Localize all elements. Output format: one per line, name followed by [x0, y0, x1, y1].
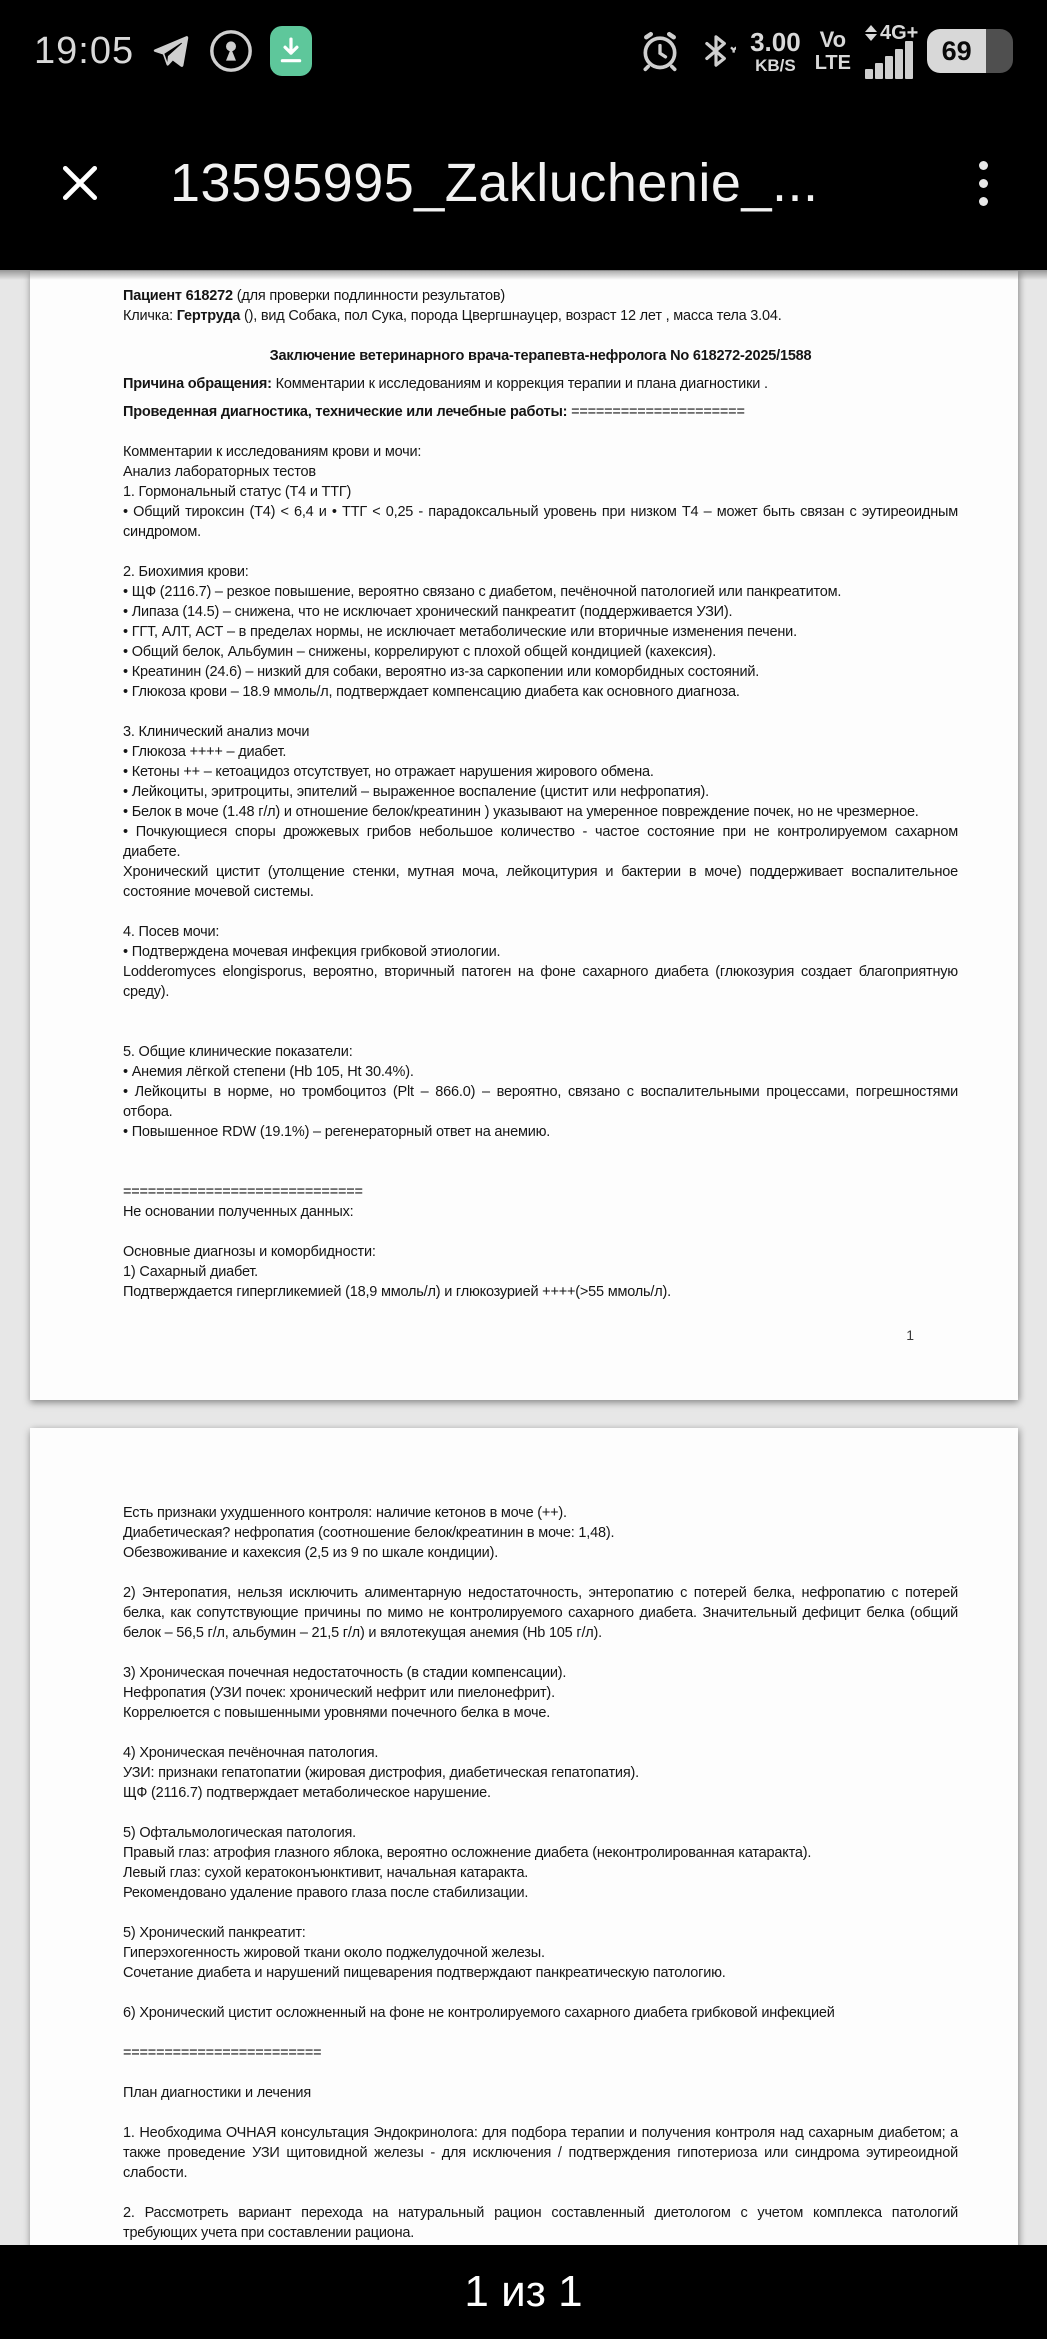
doc-paragraph: [123, 1242, 958, 1262]
doc-text: 3) Хроническая почечная недостаточность (в стадии компенсации).: [123, 1665, 567, 1681]
doc-text: Есть признаки ухудшенного контроля: наличие кетонов в моче (++).: [123, 1505, 567, 1521]
doc-text: • Креатинин (24.6) – низкий для собаки, вероятно из-за саркопении или коморбидных состояний.: [123, 664, 760, 680]
doc-text: ЩФ (2116.7) подтверждает метаболическое нарушение.: [123, 1785, 491, 1801]
doc-text: 5. Общие клинические показатели:: [123, 1044, 353, 1060]
doc-text: 4) Хроническая печёночная патология.: [123, 1745, 379, 1761]
network-type: 4G+: [880, 22, 919, 44]
doc-paragraph: [123, 2003, 958, 2023]
doc-paragraph: [123, 1663, 958, 1683]
doc-text-bold: Заключение ветеринарного врача-терапевта-нефролога No 618272-2025/1588: [269, 348, 812, 364]
doc-paragraph: [123, 762, 958, 782]
doc-text: Хронический цистит (утолщение стенки, мутная моча, лейкоцитурия и бактерии в моче) поддерживает воспалительное состояние мочевой системы.: [123, 864, 958, 900]
doc-paragraph: [123, 822, 958, 862]
more-options-button[interactable]: [953, 138, 1013, 228]
doc-paragraph: [123, 1262, 958, 1282]
doc-paragraph: [123, 1202, 958, 1222]
doc-paragraph: [123, 1282, 958, 1302]
paragraph-spacer: [123, 702, 958, 722]
network-speed: [750, 26, 801, 75]
doc-paragraph: [123, 346, 958, 366]
doc-paragraph: [123, 1062, 958, 1082]
doc-text: 5) Офтальмологическая патология.: [123, 1825, 357, 1841]
doc-text: План диагностики и лечения: [123, 2085, 311, 2101]
paragraph-spacer: [123, 1903, 958, 1923]
doc-text: • Глюкоза крови – 18.9 ммоль/л, подтверждает компенсацию диабета как основного диагноза.: [123, 684, 740, 700]
battery-icon: [927, 29, 1013, 73]
doc-paragraph: [123, 1182, 958, 1202]
doc-text: 3. Клинический анализ мочи: [123, 724, 310, 740]
status-bar-right: [638, 23, 1013, 79]
network-speed-unit: KB/S: [755, 55, 796, 75]
doc-paragraph: [123, 1763, 958, 1783]
doc-paragraph: [123, 1543, 958, 1563]
doc-text: 1) Сахарный диабет.: [123, 1264, 259, 1280]
telegram-icon: [150, 30, 192, 72]
doc-text: =============================: [123, 1184, 363, 1200]
paragraph-spacer: [123, 1563, 958, 1583]
doc-text-bold: Причина обращения:: [123, 376, 272, 392]
doc-text: =====================: [567, 404, 745, 420]
doc-text: Гиперэхогенность жировой ткани около поджелудочной железы.: [123, 1945, 545, 1961]
doc-text: • ЩФ (2116.7) – резкое повышение, вероятно связано с диабетом, печёночной патологией или панкреатитом.: [123, 584, 842, 600]
doc-text: 2. Рассмотреть вариант перехода на натуральный рацион составленный диетологом с учетом комплекса патологий требующих учета при составлении рациона.: [123, 2205, 958, 2241]
doc-paragraph: [123, 1042, 958, 1062]
paragraph-spacer: [123, 1723, 958, 1743]
doc-paragraph: [123, 1783, 958, 1803]
kebab-dot: [979, 197, 988, 206]
paragraph-spacer: [123, 542, 958, 562]
doc-text: (для проверки подлинности результатов): [232, 288, 505, 304]
network-type-label: [865, 23, 918, 43]
paragraph-spacer: [123, 326, 958, 346]
doc-text: • Белок в моче (1.48 г/л) и отношение белок/креатинин ) указывают на умеренное повреждение почек, но не чрезмерное.: [123, 804, 919, 820]
doc-paragraph: [123, 922, 958, 942]
doc-paragraph: [123, 582, 958, 602]
doc-text: Кличка:: [123, 308, 177, 324]
doc-text: • Лейкоциты в норме, но тромбоцитоз (Plt – 866.0) – вероятно, связано с воспалительными процессами, погрешностями отбора.: [123, 1084, 958, 1120]
doc-paragraph: [123, 642, 958, 662]
doc-paragraph: [123, 1943, 958, 1963]
doc-paragraph: [123, 1843, 958, 1863]
doc-paragraph: [123, 1963, 958, 1983]
doc-text: Диабетическая? нефропатия (соотношение белок/креатинин в моче: 1,48).: [123, 1525, 615, 1541]
doc-paragraph: [123, 1082, 958, 1122]
volte-top: Vo: [819, 27, 847, 52]
bluetooth-icon: [696, 29, 736, 73]
doc-text: • Почкующиеся споры дрожжевых грибов небольшое количество - частое состояние при не контролируемом сахарном диабете.: [123, 824, 958, 860]
paragraph-spacer: [123, 1643, 958, 1663]
keyhole-profile-icon: [208, 28, 254, 74]
doc-paragraph: [123, 1863, 958, 1883]
doc-paragraph: [123, 1583, 958, 1643]
doc-paragraph: [123, 1823, 958, 1843]
doc-paragraph: [123, 402, 958, 422]
doc-text-bold: Гертруда: [176, 308, 241, 324]
kebab-dot: [979, 161, 988, 170]
paragraph-spacer: [123, 2103, 958, 2123]
close-button[interactable]: [40, 143, 120, 223]
doc-paragraph: [123, 1883, 958, 1903]
document-title: 13595995_Zakluchenie_...: [170, 153, 819, 213]
battery-percent: 69: [941, 35, 972, 66]
doc-text: • Анемия лёгкой степени (Hb 105, Ht 30.4%).: [123, 1064, 414, 1080]
clock-time: 19:05: [34, 29, 135, 72]
doc-text: Основные диагнозы и коморбидности:: [123, 1244, 376, 1260]
doc-text: • Общий тироксин (Т4) < 6,4 и • ТТГ < 0,25 - парадоксальный уровень при низком Т4 – может быть связан с эутиреоидным синдромом.: [123, 504, 958, 540]
doc-text-bold: Пациент 618272: [123, 288, 233, 304]
doc-paragraph: [123, 442, 958, 462]
doc-text: 2. Биохимия крови:: [123, 564, 249, 580]
doc-paragraph: [123, 2203, 958, 2243]
doc-text: Комментарии к исследованиям крови и мочи:: [123, 444, 422, 460]
doc-paragraph: [123, 306, 958, 326]
doc-paragraph: [123, 962, 958, 1002]
doc-text: Анализ лабораторных тестов: [123, 464, 316, 480]
paragraph-spacer: [123, 1142, 958, 1182]
doc-paragraph: [123, 2083, 958, 2103]
doc-text: ========================: [123, 2045, 322, 2061]
paragraph-spacer: [123, 422, 958, 442]
doc-text: • Кетоны ++ – кетоацидоз отсутствует, но отражает нарушения жирового обмена.: [123, 764, 654, 780]
doc-paragraph: [123, 2043, 958, 2063]
doc-text: 2) Энтеропатия, нельзя исключить алиментарную недостаточность, энтеропатию с потерей белка, нефропатию с потерей белка, как сопутствующие причины по мимо не контролируемого сахарного диабета. Значительный дефицит белка (общий белок – 56,5 г/л, альбумин – 21,5 г/л) и вялотекущая анемия (Hb 105 г/л).: [123, 1585, 958, 1641]
paragraph-spacer: [123, 1803, 958, 1823]
doc-paragraph: [123, 682, 958, 702]
doc-text-bold: Проведенная диагностика, технические или лечебные работы:: [123, 404, 568, 420]
paragraph-spacer: [123, 2183, 958, 2203]
doc-paragraph: [123, 2123, 958, 2183]
doc-text: Не основании полученных данных:: [123, 1204, 354, 1220]
doc-text: Комментарии к исследованиям и коррекция терапии и плана диагностики .: [271, 376, 768, 392]
doc-paragraph: [123, 1523, 958, 1543]
doc-text: 1. Гормональный статус (Т4 и ТТГ): [123, 484, 352, 500]
doc-paragraph: [123, 462, 958, 482]
kebab-dot: [979, 179, 988, 188]
doc-paragraph: [123, 782, 958, 802]
doc-text: Lodderomyces elongisporus, вероятно, вторичный патоген на фоне сахарного диабета (глюкозурия создает благоприятную среду).: [123, 964, 958, 1000]
doc-text: • Общий белок, Альбумин – снижены, коррелируют с плохой общей кондицией (кахексия).: [123, 644, 717, 660]
doc-paragraph: [123, 1503, 958, 1523]
data-activity-arrows-icon: [865, 25, 877, 41]
page-indicator-bar: [0, 2245, 1047, 2339]
doc-paragraph: [123, 374, 958, 394]
doc-paragraph: [123, 862, 958, 902]
page-indicator-label: 1 из 1: [464, 2267, 583, 2316]
doc-paragraph: [123, 1122, 958, 1142]
doc-text: 6) Хронический цистит осложненный на фоне не контролируемого сахарного диабета грибковой инфекцией: [123, 2005, 835, 2021]
close-x-icon: [58, 161, 102, 205]
paragraph-spacer: [123, 2063, 958, 2083]
doc-paragraph: [123, 502, 958, 542]
pdf-viewer-area[interactable]: [0, 270, 1047, 2245]
doc-paragraph: [123, 482, 958, 502]
doc-paragraph: [123, 1683, 958, 1703]
doc-text: 5) Хронический панкреатит:: [123, 1925, 306, 1941]
status-bar-left: [34, 26, 312, 76]
doc-text: 4. Посев мочи:: [123, 924, 220, 940]
doc-text: • ГГТ, АЛТ, АСТ – в пределах нормы, не исключает метаболические или вторичные изменения печени.: [123, 624, 797, 640]
alarm-icon: [638, 29, 682, 73]
app-bar: [0, 96, 1047, 270]
doc-paragraph: [123, 802, 958, 822]
doc-text: • Липаза (14.5) – снижена, что не исключает хронический панкреатит (поддерживается УЗИ).: [123, 604, 733, 620]
doc-text: • Подтверждена мочевая инфекция грибковой этиологии.: [123, 944, 501, 960]
doc-text: Обезвоживание и кахексия (2,5 из 9 по шкале кондиции).: [123, 1545, 499, 1561]
page-number: 1: [906, 1327, 914, 1343]
doc-paragraph: [123, 722, 958, 742]
doc-text: (), вид Собака, пол Сука, порода Цвергшнауцер, возраст 12 лет , масса тела 3.04.: [240, 308, 782, 324]
paragraph-spacer: [123, 1002, 958, 1042]
paragraph-spacer: [123, 1222, 958, 1242]
volte-indicator: [815, 29, 851, 73]
signal-bars-icon: [865, 22, 919, 79]
doc-paragraph: [123, 662, 958, 682]
doc-text: Подтверждается гипергликемией (18,9 ммоль/л) и глюкозурией ++++(>55 ммоль/л).: [123, 1284, 671, 1300]
doc-text: Левый глаз: сухой кератоконъюнктивит, начальная катаракта.: [123, 1865, 529, 1881]
paragraph-spacer: [123, 2023, 958, 2043]
paragraph-spacer: [123, 1983, 958, 2003]
download-icon: [270, 26, 312, 76]
document-page-1: [30, 271, 1018, 1400]
doc-text: Сочетание диабета и нарушений пищеварения подтверждают панкреатическую патологию.: [123, 1965, 726, 1981]
doc-text: • Повышенное RDW (19.1%) – регенераторный ответ на анемию.: [123, 1124, 551, 1140]
doc-paragraph: [123, 1703, 958, 1723]
document-page-2: [30, 1428, 1018, 2245]
doc-text: • Глюкоза ++++ – диабет.: [123, 744, 287, 760]
doc-paragraph: [123, 1743, 958, 1763]
doc-paragraph: [123, 602, 958, 622]
doc-text: УЗИ: признаки гепатопатии (жировая дистрофия, диабетическая гепатопатия).: [123, 1765, 639, 1781]
doc-paragraph: [123, 562, 958, 582]
doc-text: • Лейкоциты, эритроциты, эпителий – выраженное воспаление (цистит или нефропатия).: [123, 784, 709, 800]
volte-bottom: LTE: [814, 52, 851, 74]
doc-paragraph: [123, 286, 958, 306]
doc-paragraph: [123, 622, 958, 642]
doc-text: Правый глаз: атрофия глазного яблока, вероятно осложнение диабета (неконтролированная катаракта).: [123, 1845, 812, 1861]
doc-paragraph: [123, 742, 958, 762]
paragraph-spacer: [123, 902, 958, 922]
doc-text: Коррелюется с повышенными уровнями почечного белка в моче.: [123, 1705, 551, 1721]
doc-text: Рекомендовано удаление правого глаза после стабилизации.: [123, 1885, 529, 1901]
network-speed-value: 3.00: [750, 26, 801, 57]
doc-text: 1. Необходима ОЧНАЯ консультация Эндокринолога: для подбора терапии и получения контроля над сахарным диабетом; а также проведение УЗИ щитовидной железы - для исключения / подтверждения гипотериоза или синдрома эутиреоидной слабости.: [123, 2125, 958, 2181]
status-bar: [0, 0, 1047, 96]
doc-paragraph: [123, 1923, 958, 1943]
doc-paragraph: [123, 942, 958, 962]
doc-text: Нефропатия (УЗИ почек: хронический нефрит или пиелонефрит).: [123, 1685, 555, 1701]
